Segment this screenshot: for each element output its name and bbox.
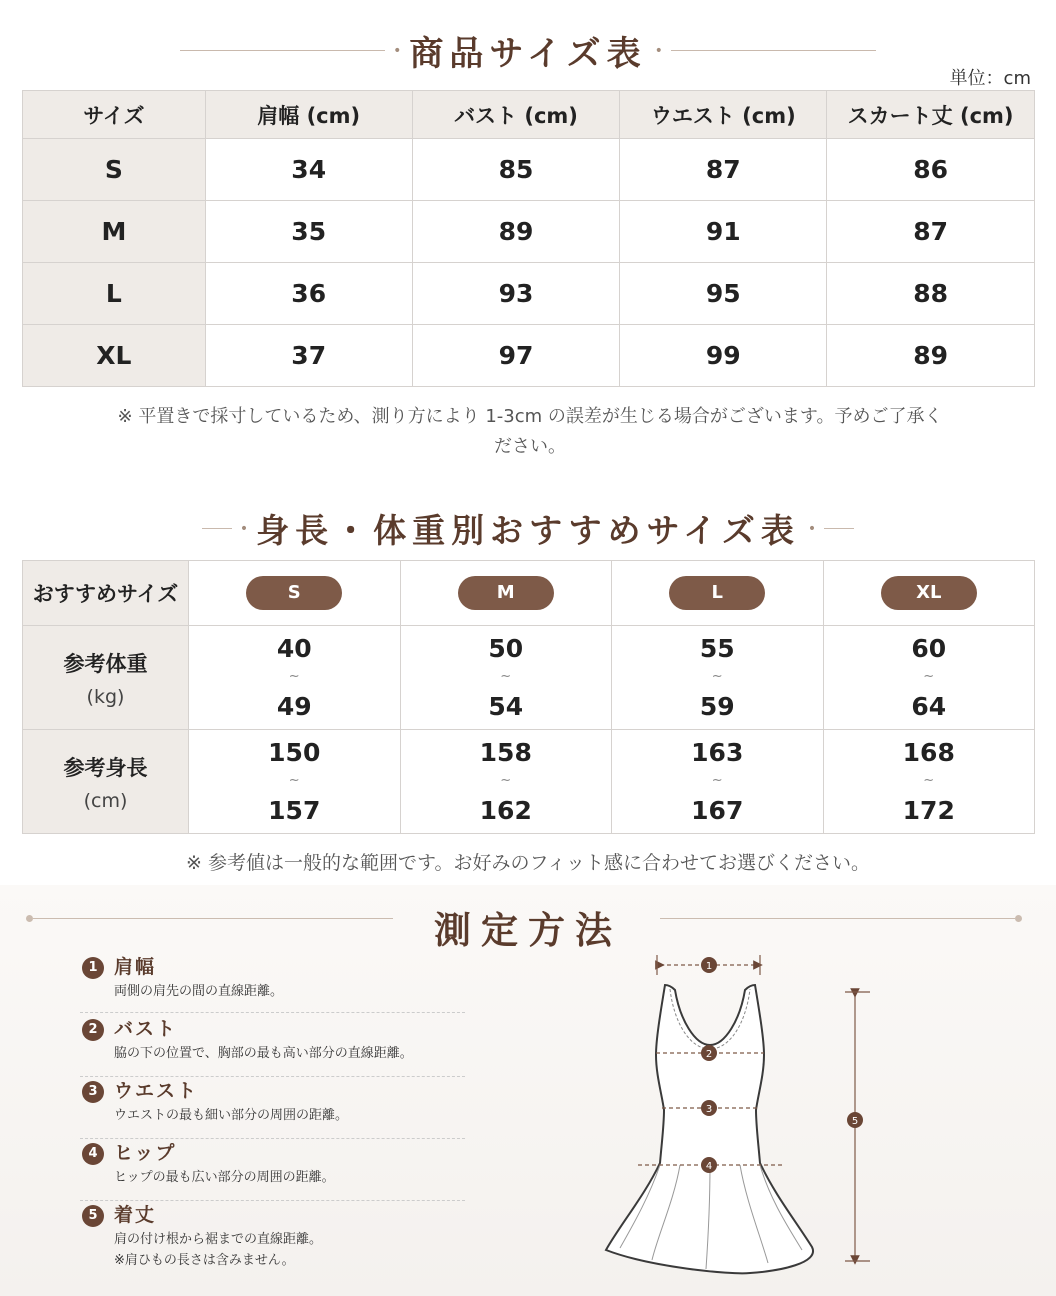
weight-range	[823, 626, 1035, 730]
weight-header	[23, 626, 189, 730]
bust-cell: 89	[412, 201, 620, 263]
measure-title: 測定方法	[434, 908, 622, 952]
size-chart-heading: • 商品サイズ表 •	[0, 26, 1056, 75]
marker-5	[847, 1112, 863, 1128]
measurement-note	[40, 402, 1020, 462]
list-item	[80, 953, 465, 1013]
number-badge: 4	[82, 1143, 104, 1165]
measure-items	[80, 953, 465, 1281]
tilde: ~	[711, 772, 723, 788]
weight-max: 59	[699, 691, 735, 721]
header-size: サイズ	[23, 91, 206, 139]
header-waist: ウエスト (cm)	[620, 91, 827, 139]
item-desc-note: ※肩ひもの長さは含みません。	[114, 1253, 295, 1268]
number-badge: 1	[82, 957, 104, 979]
height-range	[823, 730, 1035, 834]
measurement-note-line2: ださい。	[494, 436, 566, 457]
weight-max: 54	[488, 691, 524, 721]
header-shoulder: 肩幅 (cm)	[205, 91, 412, 139]
bust-cell: 93	[412, 263, 620, 325]
weight-row	[23, 626, 1035, 730]
reference-note: ※ 参考値は一般的な範囲です。お好みのフィット感に合わせてお選びください。	[186, 852, 870, 874]
weight-label: 参考体重	[63, 651, 148, 676]
waist-cell: 99	[620, 325, 827, 387]
marker-1	[701, 957, 717, 973]
height-range	[612, 730, 824, 834]
list-item	[80, 1015, 465, 1077]
skirt-length-cell: 88	[827, 263, 1035, 325]
size-cell: S	[23, 139, 206, 201]
header-skirt-length: スカート丈 (cm)	[827, 91, 1035, 139]
size-table	[22, 90, 1035, 387]
shoulder-cell: 34	[205, 139, 412, 201]
size-pill-xl: XL	[881, 576, 977, 610]
list-item	[80, 1201, 465, 1281]
tilde: ~	[711, 668, 723, 684]
svg-text:5: 5	[851, 1116, 859, 1127]
weight-min: 60	[911, 633, 947, 663]
svg-text:3: 3	[705, 1104, 713, 1115]
height-row	[23, 730, 1035, 834]
height-min: 158	[479, 737, 532, 767]
tilde: ~	[288, 772, 300, 788]
weight-max: 49	[276, 691, 312, 721]
item-desc: 両側の肩先の間の直線距離。	[114, 984, 284, 999]
size-table-header	[23, 91, 1035, 139]
table-row	[23, 139, 1035, 201]
waist-cell: 95	[620, 263, 827, 325]
size-pill-s: S	[246, 576, 342, 610]
dress-diagram	[590, 945, 890, 1275]
tilde: ~	[923, 668, 935, 684]
size-cell: M	[23, 201, 206, 263]
skirt-length-cell: 86	[827, 139, 1035, 201]
weight-range	[400, 626, 612, 730]
skirt-length-cell: 89	[827, 325, 1035, 387]
list-item	[80, 1139, 465, 1201]
recommend-table	[22, 560, 1035, 834]
size-chart-title: 商品サイズ表	[409, 34, 647, 74]
height-unit: (cm)	[83, 789, 128, 812]
height-max: 172	[902, 795, 955, 825]
waist-cell: 87	[620, 139, 827, 201]
height-range	[189, 730, 401, 834]
measure-heading	[0, 900, 1056, 954]
height-min: 168	[902, 737, 955, 767]
weight-min: 40	[276, 633, 312, 663]
shoulder-cell: 36	[205, 263, 412, 325]
marker-4	[701, 1157, 717, 1173]
size-pill-m: M	[458, 576, 554, 610]
marker-2	[701, 1045, 717, 1061]
item-desc: ウエストの最も細い部分の周囲の距離。	[114, 1108, 349, 1123]
recommend-heading: • 身長・体重別おすすめサイズ表 •	[0, 505, 1056, 552]
dress-outline	[606, 985, 813, 1273]
weight-min: 50	[488, 633, 524, 663]
list-item	[80, 1077, 465, 1139]
table-row	[23, 263, 1035, 325]
weight-range	[189, 626, 401, 730]
number-badge: 3	[82, 1081, 104, 1103]
item-name: 肩幅	[114, 956, 157, 978]
waist-cell: 91	[620, 201, 827, 263]
height-min: 163	[691, 737, 744, 767]
weight-min: 55	[699, 633, 735, 663]
number-badge: 2	[82, 1019, 104, 1041]
svg-text:2: 2	[705, 1049, 713, 1060]
weight-range	[612, 626, 824, 730]
recommend-size-row	[23, 561, 1035, 626]
recommend-title: 身長・体重別おすすめサイズ表	[256, 511, 800, 550]
table-row	[23, 201, 1035, 263]
svg-text:1: 1	[705, 961, 713, 972]
marker-3	[701, 1100, 717, 1116]
item-desc: 脇の下の位置で、胸部の最も高い部分の直線距離。	[114, 1046, 413, 1061]
height-max: 157	[268, 795, 321, 825]
height-min: 150	[268, 737, 321, 767]
tilde: ~	[288, 668, 300, 684]
measurement-note-line1: ※ 平置きで採寸しているため、測り方により 1-3cm の誤差が生じる場合がございます。予めご了承く	[117, 406, 943, 427]
item-name: ヒップ	[114, 1142, 177, 1164]
height-header	[23, 730, 189, 834]
item-desc: 肩の付け根から裾までの直線距離。	[114, 1232, 323, 1247]
tilde: ~	[500, 668, 512, 684]
header-bust: バスト (cm)	[412, 91, 620, 139]
height-label: 参考身長	[63, 755, 148, 780]
tilde: ~	[500, 772, 512, 788]
bust-cell: 97	[412, 325, 620, 387]
size-cell: XL	[23, 325, 206, 387]
item-name: ウエスト	[114, 1080, 199, 1102]
recommend-size-label: おすすめサイズ	[23, 561, 189, 626]
item-name: バスト	[114, 1018, 178, 1040]
skirt-length-cell: 87	[827, 201, 1035, 263]
size-cell: L	[23, 263, 206, 325]
weight-max: 64	[911, 691, 947, 721]
svg-text:4: 4	[705, 1161, 713, 1172]
height-range	[400, 730, 612, 834]
size-pill-l: L	[669, 576, 765, 610]
shoulder-cell: 37	[205, 325, 412, 387]
height-max: 162	[479, 795, 532, 825]
height-max: 167	[691, 795, 744, 825]
shoulder-cell: 35	[205, 201, 412, 263]
unit-label: 単位：cm	[949, 68, 1031, 89]
tilde: ~	[923, 772, 935, 788]
item-desc: ヒップの最も広い部分の周囲の距離。	[114, 1170, 335, 1185]
weight-unit: (kg)	[86, 685, 125, 708]
table-row	[23, 325, 1035, 387]
number-badge: 5	[82, 1205, 104, 1227]
item-name: 着丈	[114, 1204, 157, 1226]
bust-cell: 85	[412, 139, 620, 201]
